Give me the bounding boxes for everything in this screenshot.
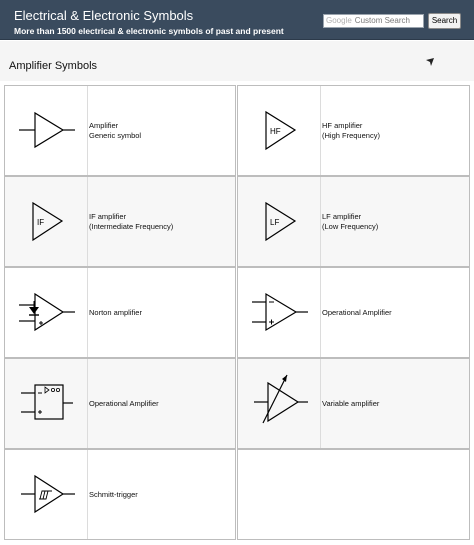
symbol-label: Operational Amplifier <box>89 398 159 408</box>
share-icon[interactable] <box>425 57 435 67</box>
site-header <box>0 0 474 40</box>
symbol-image <box>238 86 321 175</box>
search-placeholder: Custom Search <box>354 16 410 25</box>
svg-text:LF: LF <box>270 218 280 227</box>
symbol-image <box>5 86 88 175</box>
site-subtitle: More than 1500 electrical & electronic symbols of past and present <box>14 26 284 36</box>
symbol-image <box>5 359 88 448</box>
symbol-card-operational-amplifier-rect[interactable] <box>4 358 236 449</box>
opamp-triangle-icon <box>238 268 321 357</box>
symbol-card-operational-amplifier[interactable] <box>237 267 470 358</box>
symbol-card-norton-amplifier[interactable] <box>4 267 236 358</box>
empty-cell <box>237 449 470 540</box>
opamp-rectangle-icon <box>5 359 88 448</box>
symbol-label: Variable amplifier <box>322 398 380 408</box>
symbol-image <box>238 268 321 357</box>
search-brand-logo: Google <box>326 16 352 25</box>
amplifier-generic-icon <box>5 86 88 175</box>
hf-amplifier-icon <box>238 86 321 175</box>
search-input[interactable] <box>323 14 424 28</box>
symbol-image <box>238 359 321 448</box>
symbol-image <box>5 268 88 357</box>
symbol-label: IF amplifier (Intermediate Frequency) <box>89 212 174 231</box>
symbol-image <box>5 177 88 266</box>
symbol-image <box>5 450 88 539</box>
symbol-card-hf-amplifier[interactable] <box>237 85 470 176</box>
symbol-image <box>238 177 321 266</box>
symbol-card-variable-amplifier[interactable] <box>237 358 470 449</box>
symbol-card-lf-amplifier[interactable] <box>237 176 470 267</box>
svg-text:HF: HF <box>270 127 281 136</box>
symbol-card-schmitt-trigger[interactable] <box>4 449 236 540</box>
search-button[interactable]: Search <box>428 13 461 29</box>
svg-text:IF: IF <box>37 218 45 227</box>
if-amplifier-icon <box>5 177 88 266</box>
symbol-label: HF amplifier (High Frequency) <box>322 121 380 140</box>
variable-amplifier-icon <box>238 359 321 448</box>
symbol-label: LF amplifier (Low Frequency) <box>322 212 379 231</box>
lf-amplifier-icon <box>238 177 321 266</box>
page-title: Amplifier Symbols <box>9 60 98 72</box>
symbol-card-if-amplifier[interactable] <box>4 176 236 267</box>
site-title[interactable]: Electrical & Electronic Symbols <box>14 8 194 23</box>
symbol-label: Norton amplifier <box>89 307 142 317</box>
symbol-grid <box>4 85 470 540</box>
symbol-label: Amplifier Generic symbol <box>89 121 142 140</box>
symbol-label: Operational Amplifier <box>322 307 392 317</box>
symbol-card-amplifier[interactable] <box>4 85 236 176</box>
schmitt-trigger-icon <box>5 450 88 539</box>
symbol-label: Schmitt-trigger <box>89 489 138 499</box>
norton-amplifier-icon <box>5 268 88 357</box>
